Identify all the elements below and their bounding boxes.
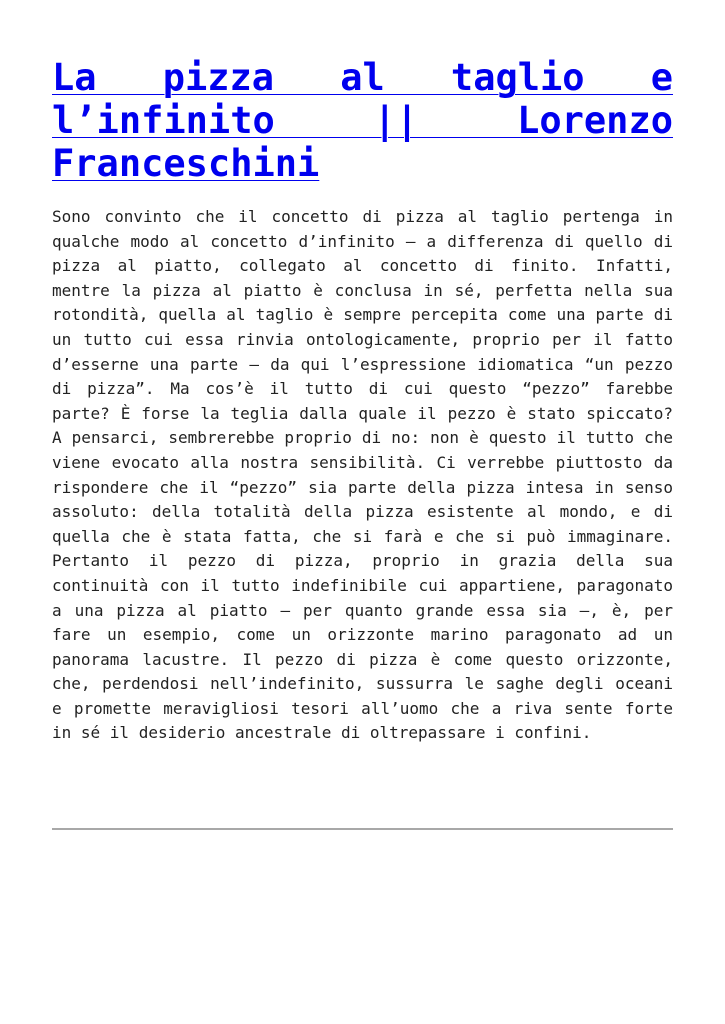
divider	[52, 828, 673, 830]
article	[52, 56, 673, 746]
article-title-link[interactable]: La pizza al taglio e l’infinito || Lorenzo Franceschini	[52, 56, 673, 185]
article-title	[52, 56, 673, 185]
article-body: Sono convinto che il concetto di pizza al taglio pertenga in qualche modo al concetto d’infinito – a differenza di quello di pizza al piatto, collegato al concetto di finito. Infatti, mentre la pizza al piatto è conclusa in sé, perfetta nella sua rotondità, quella al taglio è sempre percepita come una parte di un tutto cui essa rinvia ontologicamente, proprio per il fatto d’esserne una parte – da qui l’espressione idiomatica “un pezzo di pizza”. Ma cos’è il tutto di cui questo “pezzo” farebbe parte? È forse la teglia dalla quale il pezzo è stato spiccato? A pensarci, sembrerebbe proprio di no: non è questo il tutto che viene evocato alla nostra sensibilità. Ci verrebbe piuttosto da rispondere che il “pezzo” sia parte della pizza intesa in senso assoluto: della totalità della pizza esistente al mondo, e di quella che è stata fatta, che si farà e che si può immaginare. Pertanto il pezzo di pizza, proprio in grazia della sua continuità con il tutto indefinibile cui appartiene, paragonato a una pizza al piatto – per quanto grande essa sia –, è, per fare un esempio, come un orizzonte marino paragonato ad un panorama lacustre. Il pezzo di pizza è come questo orizzonte, che, perdendosi nell’indefinito, sussurra le saghe degli oceani e promette meravigliosi tesori all’uomo che a riva sente forte in sé il desiderio ancestrale di oltrepassare i confini.	[52, 207, 673, 743]
